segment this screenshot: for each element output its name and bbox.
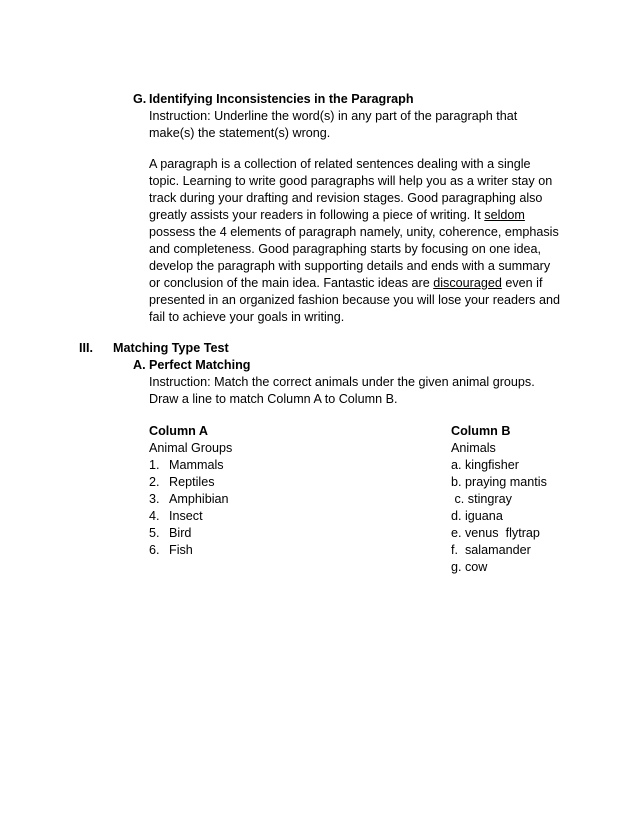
paragraph-line-2: topic. Learning to write good paragraphs will help you as a writer stay on	[149, 174, 553, 188]
subsection-a-letter: A.	[133, 358, 146, 372]
section-g-instruction-line-2: make(s) the statement(s) wrong.	[149, 126, 331, 140]
list-item-number: 6.	[149, 543, 160, 557]
list-item: a. kingfisher	[451, 458, 519, 472]
list-item-number: 1.	[149, 458, 160, 472]
paragraph-line-7: develop the paragraph with supporting details and ends with a summary	[149, 259, 551, 273]
paragraph-line-3: track during your drafting and revision stages. Good paragraphing also	[149, 191, 543, 205]
column-a-header: Column A	[149, 424, 208, 438]
list-item: d. iguana	[451, 509, 503, 523]
section-g-title: Identifying Inconsistencies in the Paragraph	[149, 92, 414, 106]
paragraph-line-4-text: greatly assists your readers in following a piece of writing. It	[149, 208, 485, 222]
list-item-text: Mammals	[169, 458, 224, 472]
paragraph-line-5: possess the 4 elements of paragraph namely, unity, coherence, emphasis	[149, 225, 559, 239]
list-item-text: Reptiles	[169, 475, 215, 489]
list-item	[149, 526, 191, 540]
list-item-number: 5.	[149, 526, 160, 540]
list-item	[149, 543, 193, 557]
underlined-word-discouraged: discouraged	[433, 276, 502, 290]
list-item-text: Bird	[169, 526, 192, 540]
column-b-header: Column B	[451, 424, 511, 438]
paragraph-line-8-tail: even if	[501, 276, 543, 290]
list-item: f. salamander	[451, 543, 531, 557]
list-item	[149, 458, 224, 472]
list-item-number: 4.	[149, 509, 160, 523]
section-g-letter: G.	[133, 92, 147, 106]
paragraph-line-8	[149, 276, 542, 290]
list-item	[149, 509, 203, 523]
paragraph-line-1: A paragraph is a collection of related sentences dealing with a single	[149, 157, 531, 171]
paragraph-line-4	[149, 208, 525, 222]
list-item: g. cow	[451, 560, 488, 574]
section-g-instruction-line-1: Instruction: Underline the word(s) in any part of the paragraph that	[149, 109, 518, 123]
list-item: b. praying mantis	[451, 475, 547, 489]
section-iii-number: III.	[79, 341, 93, 355]
column-b-subheader: Animals	[451, 441, 496, 455]
subsection-a-title: Perfect Matching	[149, 358, 251, 372]
paragraph-line-6: and completeness. Good paragraphing starts by focusing on one idea,	[149, 242, 542, 256]
column-a-subheader: Animal Groups	[149, 441, 233, 455]
list-item: c. stingray	[451, 492, 512, 506]
section-iii-title: Matching Type Test	[113, 341, 229, 355]
list-item	[149, 475, 215, 489]
list-item-text: Fish	[169, 543, 193, 557]
list-item-number: 2.	[149, 475, 160, 489]
list-item-number: 3.	[149, 492, 160, 506]
paragraph-line-9: presented in an organized fashion because you will lose your readers and	[149, 293, 560, 307]
list-item: e. venus flytrap	[451, 526, 540, 540]
section-iii-instruction-line-2: Draw a line to match Column A to Column B.	[149, 392, 398, 406]
underlined-word-seldom: seldom	[484, 208, 525, 222]
list-item	[149, 492, 229, 506]
paragraph-line-8-text: or conclusion of the main idea. Fantastic ideas are	[149, 276, 434, 290]
paragraph-line-10: fail to achieve your goals in writing.	[149, 310, 345, 324]
section-iii-instruction-line-1: Instruction: Match the correct animals under the given animal groups.	[149, 375, 535, 389]
list-item-text: Insect	[169, 509, 203, 523]
list-item-text: Amphibian	[169, 492, 229, 506]
